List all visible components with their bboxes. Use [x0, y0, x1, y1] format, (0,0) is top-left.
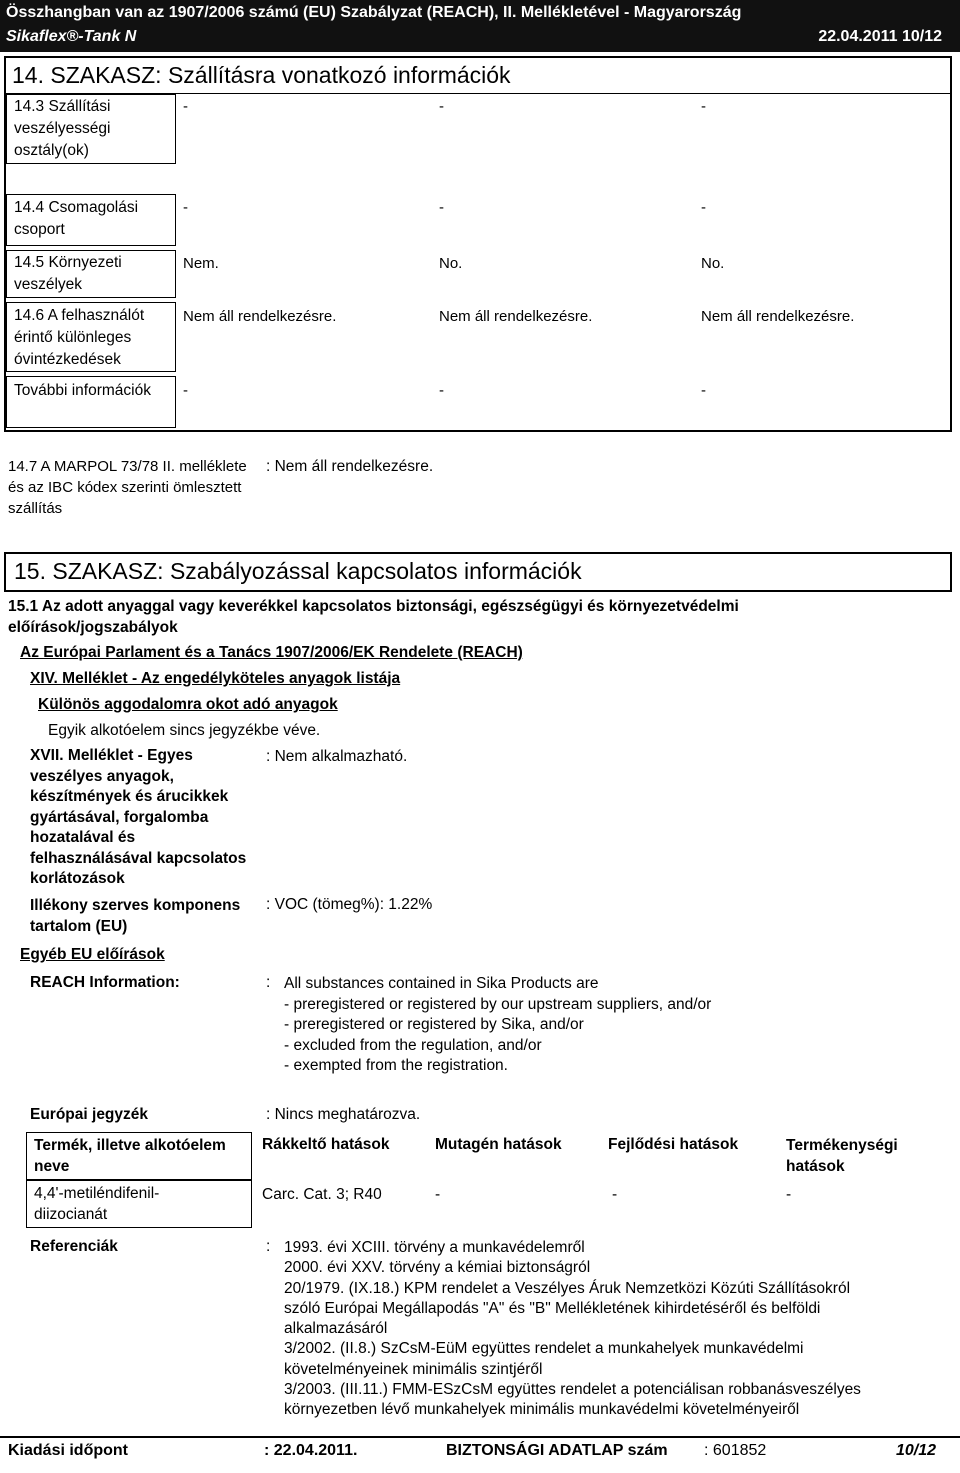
table-row-fertility: - — [786, 1186, 792, 1203]
svhc-text: Egyik alkotóelem sincs jegyzékbe véve. — [48, 722, 321, 739]
value-14-5-c3: No. — [701, 255, 725, 272]
value-14-4-c3: - — [701, 199, 706, 216]
reach-info-line: - preregistered or registered by Sika, and/or — [284, 1016, 584, 1033]
sub-15-1: 15.1 Az adott anyaggal vagy keverékkel kapcsolatos biztonsági, egészségügyi és környezetvédelmi előírások/jogszabályok — [8, 598, 739, 636]
annex-xvii-label: XVII. Melléklet - Egyes veszélyes anyagok, készítmények és árucikkek gyártásával, forgalomba hozatalával és felhasználásával kapcsolatos korlátozások — [30, 747, 247, 887]
table-header-fertility: Termékenységi hatások — [786, 1137, 898, 1175]
value-14-4-c1: - — [183, 199, 188, 216]
value-14-4-c2: - — [439, 199, 444, 216]
table-header-carcinogenic: Rákkeltő hatások — [262, 1136, 390, 1153]
eu-inventory-value: : Nincs meghatározva. — [266, 1106, 421, 1123]
table-row-product: 4,4'-metiléndifenil-diizocianát — [34, 1185, 160, 1223]
value-further-c1: - — [183, 382, 188, 399]
footer-divider — [0, 1436, 960, 1438]
doc-title: Összhangban van az 1907/2006 számú (EU) Szabályzat (REACH), II. Mellékletével - Magyarország — [6, 4, 742, 21]
reference-line: környezetben lévő munkahelyek minimális munkavédelmi követelményeiről — [284, 1401, 800, 1419]
reference-line: követelményeinek minimális szintjéről — [284, 1360, 543, 1378]
annex-xiv: XIV. Melléklet - Az engedélyköteles anyagok listája — [30, 670, 401, 687]
footer-issue-label: Kiadási időpont — [8, 1442, 128, 1459]
footer-sds-label: BIZTONSÁGI ADATLAP szám — [446, 1442, 668, 1459]
value-further-c3: - — [701, 382, 706, 399]
reach-heading: Az Európai Parlament és a Tanács 1907/2006/EK Rendelete (REACH) — [20, 644, 523, 661]
product-name: Sikaflex®-Tank N — [6, 28, 137, 45]
section15-title: 15. SZAKASZ: Szabályozással kapcsolatos információk — [14, 558, 582, 584]
value-14-3-c2: - — [439, 98, 444, 115]
value-14-3-c3: - — [701, 98, 706, 115]
reach-info-colon: : — [266, 974, 271, 991]
references-colon: : — [266, 1238, 271, 1255]
date-page: 22.04.2011 10/12 — [818, 28, 942, 45]
reference-line: alkalmazásáról — [284, 1320, 388, 1338]
reference-line: 20/1979. (IX.18.) KPM rendelet a Veszélyes Áruk Nemzetközi Közúti Szállításokról — [284, 1279, 851, 1297]
table-row-carcinogenic: Carc. Cat. 3; R40 — [262, 1186, 382, 1203]
reach-info-line: - preregistered or registered by our upstream suppliers, and/or — [284, 995, 712, 1013]
footer-issue-value: : 22.04.2011. — [264, 1442, 358, 1459]
reference-line: 3/2002. (II.8.) SzCsM-EüM együttes rendelet a munkahelyek munkavédelmi — [284, 1340, 804, 1358]
reach-info-label: REACH Information: — [30, 974, 180, 991]
value-14-6-c1: Nem áll rendelkezésre. — [183, 308, 337, 325]
annex-xvii-value: : Nem alkalmazható. — [266, 748, 408, 765]
value-further-c2: - — [439, 382, 444, 399]
reference-line: 3/2003. (III.11.) FMM-ESzCsM együttes rendelet a potenciálisan robbanásveszélyes — [284, 1381, 861, 1399]
footer-sds-value: : 601852 — [704, 1442, 767, 1459]
svhc-heading: Különös aggodalomra okot adó anyagok — [38, 696, 338, 713]
references-text — [284, 1238, 861, 1421]
label-14-5: 14.5 Környezeti veszélyek — [14, 254, 122, 293]
label-14-6: 14.6 A felhasználót érintő különleges óvintézkedések — [14, 307, 145, 368]
reference-line: 2000. évi XXV. törvény a kémiai biztonságról — [284, 1259, 591, 1277]
reach-info-line: - excluded from the regulation, and/or — [284, 1036, 542, 1054]
table-header-mutagenic: Mutagén hatások — [435, 1136, 562, 1153]
table-row-mutagenic: - — [435, 1186, 441, 1203]
reach-info-line: All substances contained in Sika Products are — [284, 975, 599, 992]
reference-line: szóló Európai Megállapodás "A" és "B" Mellékletének kihirdetéséről és belföldi — [284, 1299, 821, 1317]
document-header — [0, 0, 960, 52]
reach-info-text — [284, 974, 711, 1077]
voc-value: : VOC (tömeg%): 1.22% — [266, 896, 433, 913]
footer-page: 10/12 — [896, 1442, 937, 1459]
value-14-5-c1: Nem. — [183, 255, 219, 272]
eu-inventory-label: Európai jegyzék — [30, 1106, 149, 1123]
value-14-6-c2: Nem áll rendelkezésre. — [439, 308, 593, 325]
label-14-4: 14.4 Csomagolási csoport — [14, 199, 139, 238]
label-further-info: További információk — [14, 382, 151, 399]
section14-title: 14. SZAKASZ: Szállításra vonatkozó információk — [12, 62, 511, 88]
reference-line: 1993. évi XCIII. törvény a munkavédelemről — [284, 1239, 585, 1256]
value-14-3-c1: - — [183, 98, 188, 115]
table-row-developmental: - — [612, 1186, 618, 1203]
table-header-product: Termék, illetve alkotóelem neve — [34, 1137, 226, 1175]
other-eu-heading: Egyéb EU előírások — [20, 946, 165, 963]
label-14-3: 14.3 Szállítási veszélyességi osztály(ok) — [14, 98, 111, 159]
label-marpol: 14.7 A MARPOL 73/78 II. melléklete és az IBC kódex szerinti ömlesztett szállítás — [8, 458, 247, 517]
references-label: Referenciák — [30, 1238, 118, 1255]
value-14-6-c3: Nem áll rendelkezésre. — [701, 308, 855, 325]
voc-label: Illékony szerves komponens tartalom (EU) — [30, 897, 241, 935]
table-header-developmental: Fejlődési hatások — [608, 1136, 739, 1153]
value-14-5-c2: No. — [439, 255, 463, 272]
value-marpol: : Nem áll rendelkezésre. — [266, 458, 434, 475]
reach-info-line: - exempted from the registration. — [284, 1057, 508, 1074]
